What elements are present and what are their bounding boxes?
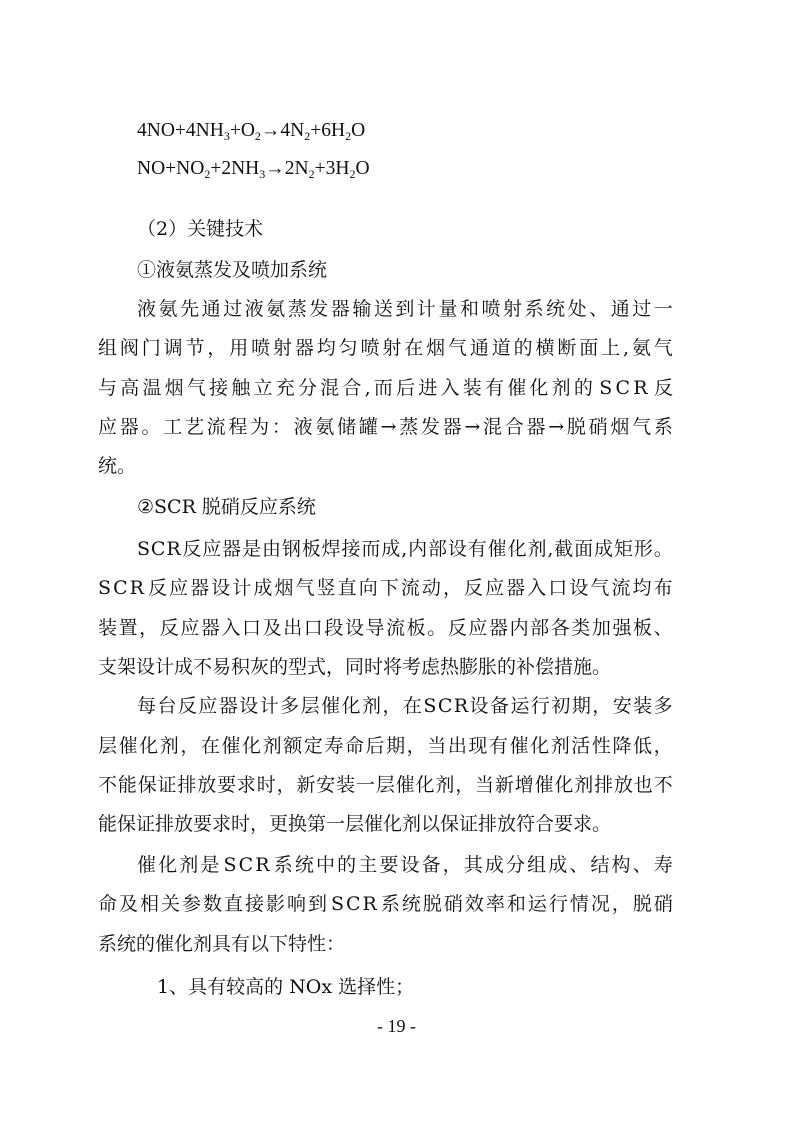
paragraph-3-line-4: 能保证排放要求时，更换第一层催化剂以保证排放符合要求。 [98,813,612,835]
subsection-title-scr: ②SCR 脱硝反应系统 [137,496,316,518]
paragraph-1-line-5: 统。 [98,455,137,477]
paragraph-3-line-2: 层 催 化 剂 ， 在 催 化 剂 额 定 寿 命 后 期 ， 当 出 现 有 催 化 剂 活 性 降 低 ， [98,735,673,757]
paragraph-3-line-1: 每 台 反 应 器 设 计 多 层 催 化 剂 ， 在 S C R 设 备 运 行 初 期 ， 安 装 多 [137,695,673,717]
paragraph-3-line-3: 不 能 保 证 排 放 要 求 时 ， 新 安 装 一 层 催 化 剂 ， 当 新 增 催 化 剂 排 放 也 不 [98,774,673,796]
paragraph-4-line-3: 系统的催化剂具有以下特性： [98,933,346,955]
paragraph-2-line-3: 装 置 ， 反 应 器 入 口 及 出 口 段 设 导 流 板 。 反 应 器 内 部 各 类 加 强 板 、 [98,617,673,639]
paragraph-1-line-2: 组 阀 门 调 节 ， 用 喷 射 器 均 匀 喷 射 在 烟 气 通 道 的 横 断 面 上 , 氨 气 [98,337,673,359]
list-item-1: 1、具有较高的 NOx 选择性； [157,976,415,998]
equation-2: $NO+NO_2+2NH_3\to 2N_2+3H_2O$ [137,158,370,181]
paragraph-1-line-4: 应 器 。 工 艺 流 程 为 ： 液 氨 储 罐 → 蒸 发 器 → 混 合 器 → 脱 硝 烟 气 系 [98,416,673,438]
section-heading-key-tech: （2）关键技术 [137,218,264,240]
subsection-title-ammonia: ①液氨蒸发及喷加系统 [137,259,328,281]
paragraph-2-line-2: S C R 反 应 器 设 计 成 烟 气 竖 直 向 下 流 动 ， 反 应 器 入 口 设 气 流 均 布 [98,577,673,599]
paragraph-2-line-1: S C R 反 应 器 是 由 钢 板 焊 接 而 成 , 内 部 设 有 催 化 剂 , 截 面 成 矩 形 。 [137,538,673,560]
paragraph-4-line-1: 催 化 剂 是 S C R 系 统 中 的 主 要 设 备 ， 其 成 分 组 成 、 结 构 、 寿 [137,854,673,876]
paragraph-1-line-3: 与 高 温 烟 气 接 触 立 充 分 混 合 , 而 后 进 入 装 有 催 化 剂 的 S C R 反 [98,377,673,399]
paragraph-2-line-4: 支架设计成不易积灰的型式，同时将考虑热膨胀的补偿措施。 [98,656,612,678]
paragraph-1-line-1: 液 氨 先 通 过 液 氨 蒸 发 器 输 送 到 计 量 和 喷 射 系 统 处 、 通 过 一 [137,298,673,320]
equation-1: $4NO+4NH_3+O_2\to 4N_2+6H_2O$ [137,120,366,143]
paragraph-4-line-2: 命 及 相 关 参 数 直 接 影 响 到 S C R 系 统 脱 硝 效 率 和 运 行 情 况 ， 脱 硝 [98,893,673,915]
page-number: - 19 - [377,1016,416,1036]
